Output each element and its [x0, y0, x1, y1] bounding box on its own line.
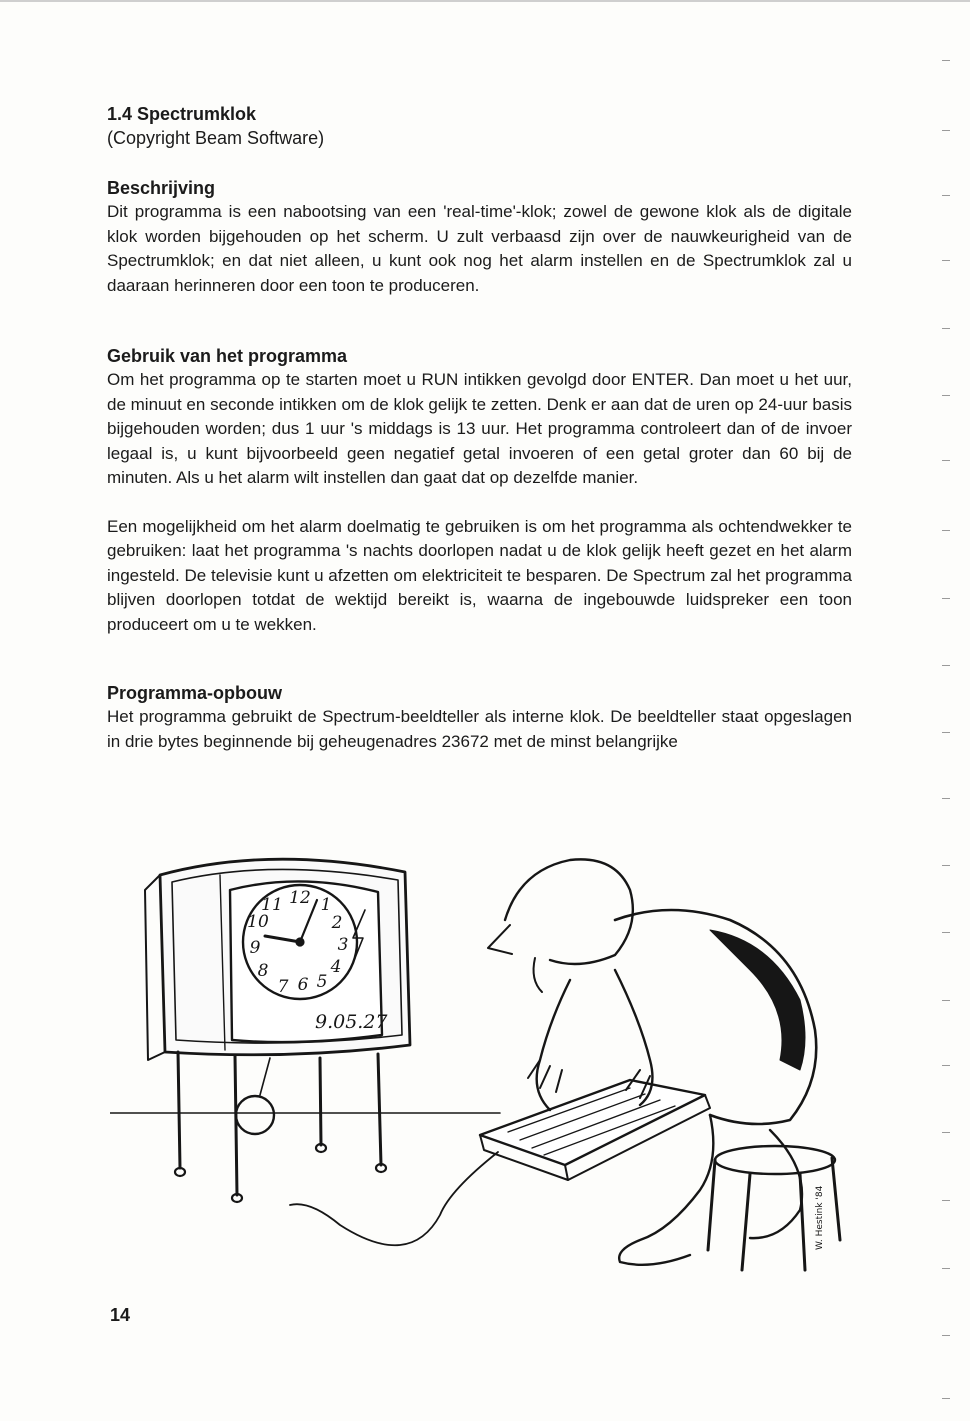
heading-opbouw: Programma-opbouw: [107, 683, 283, 703]
cable: [290, 1152, 498, 1245]
top-rule: [0, 0, 970, 2]
paragraph-opbouw: Het programma gebruikt de Spectrum-beeldteller als interne klok. De beeldteller staat opgeslagen in drie bytes beginnende bij geheugenadres 23672 met de minst belangrijke: [107, 707, 852, 751]
tv-stand: [175, 1052, 386, 1202]
clock-number-10: 10: [247, 912, 269, 932]
clock-number-9: 9: [249, 938, 261, 958]
page-content: [107, 102, 852, 754]
paragraph-gebruik-2: Een mogelijkheid om het alarm doelmatig te gebruiken is om het programma als ochtendwekker te gebruiken: laat het programma 's nachts doorlopen nadat u de klok gelijk heeft gezet en het alarm ingesteld. De televisie kunt u afzetten om elektriciteit te besparen. De Spectrum zal het programma blijven doorlopen totdat de wektijd bereikt is, waarna de ingebouwde luidspreker een toon produceert om u te wekken.: [107, 516, 852, 634]
section-title: 1.4 Spectrumklok: [107, 104, 257, 124]
paragraph-gebruik-1: Om het programma op te starten moet u RUN intikken gevolgd door ENTER. Dan moet u het uur, de minuut en seconde intikken om de klok gelijk te zetten. Denk er aan dat de uren op 24-uur basis bijgehouden worden; dus 1 uur 's middags is 13 uur. Het programma controleert dan of de invoer legaal is, u kunt bijvoorbeeld geen negatief getal invoeren of een getal groter dan 60 bij de minuten. Als u het alarm wilt instellen dan gaat dat op dezelfde manier.: [107, 370, 852, 487]
clock-number-2: 2: [331, 913, 343, 933]
heading-gebruik: Gebruik van het programma: [107, 346, 348, 366]
clock-number-3: 3: [337, 935, 349, 955]
cartoon-illustration: [110, 830, 850, 1290]
clock-number-8: 8: [257, 961, 269, 981]
clock-number-6: 6: [297, 975, 309, 995]
computer-keyboard: [480, 1080, 710, 1180]
clock-number-12: 12: [289, 888, 311, 908]
old-man-figure: [488, 859, 816, 1264]
pendulum-rod: [260, 1058, 270, 1095]
section-subtitle: (Copyright Beam Software): [107, 128, 325, 148]
clock-number-5: 5: [316, 972, 328, 992]
pendulum-bob: [236, 1096, 274, 1134]
clock-number-4: 4: [330, 957, 342, 977]
clock-number-1: 1: [320, 895, 332, 915]
digital-time: 9.05.27: [315, 1011, 388, 1033]
paragraph-beschrijving: Dit programma is een nabootsing van een 'real-time'-klok; zowel de gewone klok als de digitale klok worden bijgehouden op het scherm. U zult verbaasd zijn over de nauwkeurigheid van de Spectrumklok; en dat niet alleen, u kunt ook nog het alarm instellen en de Spectrumklok zal u daaraan herinneren door een toon te produceren.: [107, 202, 852, 295]
page-number: 14: [110, 1305, 131, 1325]
clock-number-7: 7: [277, 977, 289, 997]
margin-marks: [942, 60, 952, 1410]
heading-beschrijving: Beschrijving: [107, 178, 216, 198]
clock-number-11: 11: [261, 895, 283, 915]
artist-signature: W. Hestink '84: [815, 1185, 825, 1250]
